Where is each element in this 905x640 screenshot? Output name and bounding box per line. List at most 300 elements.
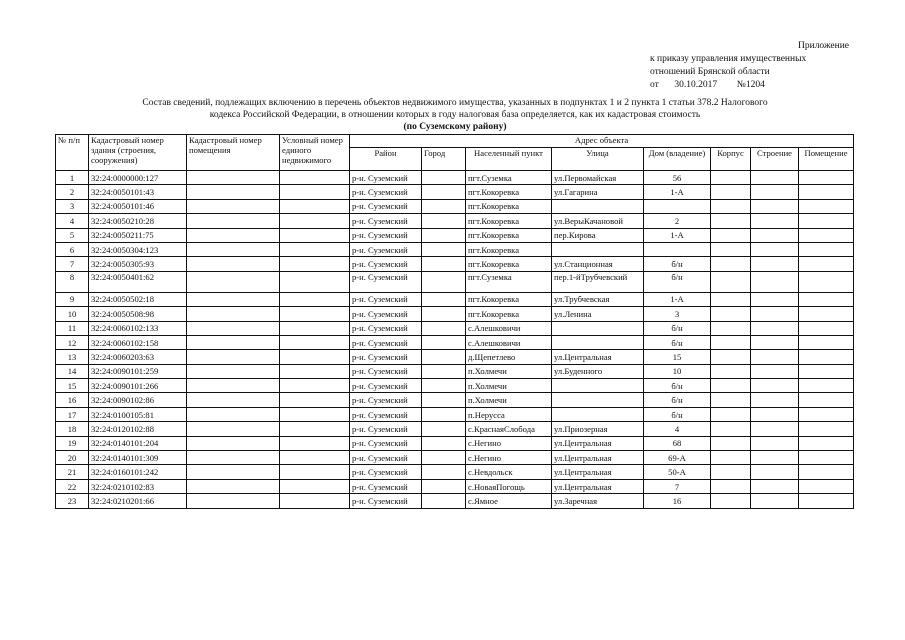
row-num-cell: 3: [56, 199, 89, 213]
street-cell: пер.1-йТрубчевский: [552, 271, 644, 292]
city-cell: [422, 451, 466, 465]
table-row: [56, 379, 854, 393]
building-cell: [751, 364, 799, 378]
conditional-number-cell: [280, 257, 350, 271]
building-cell: [751, 257, 799, 271]
street-cell: ул.Гагарина: [552, 185, 644, 199]
building-cell: [751, 171, 799, 185]
header-cond-num: Условный номер единого недвижимого: [280, 135, 350, 171]
conditional-number-cell: [280, 364, 350, 378]
header-room: Помещение: [799, 148, 854, 171]
conditional-number-cell: [280, 335, 350, 349]
room-cadastral-number-cell: [187, 479, 280, 493]
building-cell: [751, 379, 799, 393]
house-cell: 10: [644, 364, 711, 378]
city-cell: [422, 350, 466, 364]
room-cadastral-number-cell: [187, 451, 280, 465]
settlement-cell: пгт.Суземка: [466, 271, 552, 292]
district-cell: р-н. Суземский: [350, 335, 422, 349]
table-row: [56, 465, 854, 479]
city-cell: [422, 321, 466, 335]
room-cadastral-number-cell: [187, 379, 280, 393]
settlement-cell: с.Алешковичи: [466, 335, 552, 349]
house-cell: б/н: [644, 379, 711, 393]
table-row: [56, 307, 854, 321]
table-row: [56, 271, 854, 292]
settlement-cell: с.Негино: [466, 451, 552, 465]
building-cell: [751, 185, 799, 199]
header-city: Город: [422, 148, 466, 171]
room-cadastral-number-cell: [187, 436, 280, 450]
house-cell: 50-А: [644, 465, 711, 479]
korpus-cell: [711, 228, 751, 242]
settlement-cell: пгт.Кокоревка: [466, 214, 552, 228]
room-cadastral-number-cell: [187, 364, 280, 378]
room-cell: [799, 393, 854, 407]
district-cell: р-н. Суземский: [350, 307, 422, 321]
room-cadastral-number-cell: [187, 271, 280, 292]
street-cell: ул.Центральная: [552, 479, 644, 493]
korpus-cell: [711, 451, 751, 465]
city-cell: [422, 199, 466, 213]
conditional-number-cell: [280, 242, 350, 256]
city-cell: [422, 393, 466, 407]
house-cell: [644, 199, 711, 213]
building-cell: [751, 292, 799, 306]
conditional-number-cell: [280, 451, 350, 465]
table-row: [56, 242, 854, 256]
conditional-number-cell: [280, 171, 350, 185]
city-cell: [422, 479, 466, 493]
korpus-cell: [711, 171, 751, 185]
title-subtitle: (по Суземскому району): [403, 122, 507, 132]
conditional-number-cell: [280, 393, 350, 407]
street-cell: ул.Центральная: [552, 350, 644, 364]
room-cell: [799, 321, 854, 335]
street-cell: ул.Центральная: [552, 465, 644, 479]
settlement-cell: п.Холмечи: [466, 379, 552, 393]
row-num-cell: 20: [56, 451, 89, 465]
room-cell: [799, 465, 854, 479]
row-num-cell: 9: [56, 292, 89, 306]
room-cadastral-number-cell: [187, 199, 280, 213]
table-row: [56, 228, 854, 242]
city-cell: [422, 257, 466, 271]
conditional-number-cell: [280, 271, 350, 292]
settlement-cell: пгт.Кокоревка: [466, 185, 552, 199]
row-num-cell: 8: [56, 271, 89, 292]
house-cell: 1-А: [644, 228, 711, 242]
street-cell: [552, 379, 644, 393]
table-row: [56, 335, 854, 349]
room-cadastral-number-cell: [187, 321, 280, 335]
house-cell: б/н: [644, 335, 711, 349]
district-cell: р-н. Суземский: [350, 257, 422, 271]
street-cell: ул.Станционная: [552, 257, 644, 271]
district-cell: р-н. Суземский: [350, 350, 422, 364]
cadastral-number-cell: 32:24:0090101:259: [89, 364, 187, 378]
appendix-date-line: [650, 79, 849, 92]
row-num-cell: 23: [56, 494, 89, 508]
building-cell: [751, 407, 799, 421]
cadastral-number-cell: 32:24:0160101:242: [89, 465, 187, 479]
house-cell: 16: [644, 494, 711, 508]
header-district: Район: [350, 148, 422, 171]
row-num-cell: 22: [56, 479, 89, 493]
conditional-number-cell: [280, 307, 350, 321]
city-cell: [422, 214, 466, 228]
settlement-cell: с.НоваяПогощь: [466, 479, 552, 493]
cadastral-number-cell: 32:24:0140101:204: [89, 436, 187, 450]
settlement-cell: п.Нерусса: [466, 407, 552, 421]
row-num-cell: 15: [56, 379, 89, 393]
settlement-cell: пгт.Кокоревка: [466, 292, 552, 306]
room-cell: [799, 257, 854, 271]
korpus-cell: [711, 335, 751, 349]
settlement-cell: пгт.Кокоревка: [466, 199, 552, 213]
room-cell: [799, 494, 854, 508]
building-cell: [751, 242, 799, 256]
room-cell: [799, 407, 854, 421]
house-cell: 2: [644, 214, 711, 228]
settlement-cell: п.Холмечи: [466, 364, 552, 378]
table-row: [56, 257, 854, 271]
row-num-cell: 1: [56, 171, 89, 185]
street-cell: ул.Первомайская: [552, 171, 644, 185]
korpus-cell: [711, 364, 751, 378]
house-cell: 56: [644, 171, 711, 185]
row-num-cell: 6: [56, 242, 89, 256]
row-num-cell: 5: [56, 228, 89, 242]
header-street: Улица: [552, 148, 644, 171]
street-cell: ул.Центральная: [552, 436, 644, 450]
city-cell: [422, 228, 466, 242]
city-cell: [422, 379, 466, 393]
building-cell: [751, 307, 799, 321]
table-row: [56, 185, 854, 199]
room-cadastral-number-cell: [187, 393, 280, 407]
street-cell: [552, 335, 644, 349]
cadastral-number-cell: 32:24:0060102:158: [89, 335, 187, 349]
korpus-cell: [711, 350, 751, 364]
room-cell: [799, 379, 854, 393]
header-korpus: Корпус: [711, 148, 751, 171]
building-cell: [751, 214, 799, 228]
conditional-number-cell: [280, 292, 350, 306]
cadastral-number-cell: 32:24:0050305:93: [89, 257, 187, 271]
room-cadastral-number-cell: [187, 228, 280, 242]
korpus-cell: [711, 465, 751, 479]
district-cell: р-н. Суземский: [350, 494, 422, 508]
house-cell: [644, 242, 711, 256]
date-prefix: от: [650, 80, 659, 90]
cadastral-number-cell: 32:24:0050502:18: [89, 292, 187, 306]
district-cell: р-н. Суземский: [350, 242, 422, 256]
street-cell: [552, 321, 644, 335]
settlement-cell: п.Холмечи: [466, 393, 552, 407]
korpus-cell: [711, 479, 751, 493]
cadastral-number-cell: 32:24:0050101:46: [89, 199, 187, 213]
appendix-block: [650, 40, 849, 92]
building-cell: [751, 335, 799, 349]
room-cell: [799, 451, 854, 465]
row-num-cell: 18: [56, 422, 89, 436]
document-title: [60, 97, 850, 133]
table-row: [56, 350, 854, 364]
row-num-cell: 13: [56, 350, 89, 364]
korpus-cell: [711, 214, 751, 228]
settlement-cell: с.Негино: [466, 436, 552, 450]
building-cell: [751, 271, 799, 292]
house-cell: 69-А: [644, 451, 711, 465]
settlement-cell: пгт.Кокоревка: [466, 307, 552, 321]
district-cell: р-н. Суземский: [350, 393, 422, 407]
row-num-cell: 4: [56, 214, 89, 228]
korpus-cell: [711, 199, 751, 213]
appendix-line-2: отношений Брянской области: [650, 67, 770, 77]
house-cell: б/н: [644, 407, 711, 421]
cadastral-number-cell: 32:24:0140101:309: [89, 451, 187, 465]
korpus-cell: [711, 379, 751, 393]
room-cell: [799, 335, 854, 349]
room-cell: [799, 242, 854, 256]
row-num-cell: 16: [56, 393, 89, 407]
cadastral-number-cell: 32:24:0050401:62: [89, 271, 187, 292]
city-cell: [422, 422, 466, 436]
title-line-2: кодекса Российской Федерации, в отношении которых в году налоговая база определяется, как их кадастровая стоимость: [209, 110, 701, 120]
room-cell: [799, 171, 854, 185]
conditional-number-cell: [280, 465, 350, 479]
district-cell: р-н. Суземский: [350, 199, 422, 213]
table-row: [56, 171, 854, 185]
city-cell: [422, 407, 466, 421]
header-cad-building: Кадастровый номер здания (строения, сооружения): [89, 135, 187, 171]
table-row: [56, 494, 854, 508]
row-num-cell: 19: [56, 436, 89, 450]
house-cell: 1-А: [644, 292, 711, 306]
conditional-number-cell: [280, 350, 350, 364]
city-cell: [422, 364, 466, 378]
city-cell: [422, 271, 466, 292]
conditional-number-cell: [280, 422, 350, 436]
building-cell: [751, 350, 799, 364]
house-cell: б/н: [644, 321, 711, 335]
room-cadastral-number-cell: [187, 494, 280, 508]
settlement-cell: пгт.Кокоревка: [466, 242, 552, 256]
room-cell: [799, 479, 854, 493]
building-cell: [751, 228, 799, 242]
room-cell: [799, 185, 854, 199]
cadastral-number-cell: 32:24:0060102:133: [89, 321, 187, 335]
header-house: Дом (владение): [644, 148, 711, 171]
building-cell: [751, 321, 799, 335]
room-cell: [799, 271, 854, 292]
conditional-number-cell: [280, 379, 350, 393]
appendix-label: Приложение: [798, 41, 849, 51]
korpus-cell: [711, 393, 751, 407]
row-num-cell: 10: [56, 307, 89, 321]
street-cell: ул.Трубчевская: [552, 292, 644, 306]
cadastral-number-cell: 32:24:0000000:127: [89, 171, 187, 185]
settlement-cell: пгт.Кокоревка: [466, 228, 552, 242]
korpus-cell: [711, 307, 751, 321]
room-cell: [799, 436, 854, 450]
building-cell: [751, 436, 799, 450]
room-cadastral-number-cell: [187, 422, 280, 436]
building-cell: [751, 199, 799, 213]
settlement-cell: пгт.Кокоревка: [466, 257, 552, 271]
row-num-cell: 2: [56, 185, 89, 199]
cadastral-number-cell: 32:24:0060203:63: [89, 350, 187, 364]
room-cadastral-number-cell: [187, 257, 280, 271]
row-num-cell: 12: [56, 335, 89, 349]
district-cell: р-н. Суземский: [350, 422, 422, 436]
table-row: [56, 214, 854, 228]
district-cell: р-н. Суземский: [350, 292, 422, 306]
cadastral-number-cell: 32:24:0050101:43: [89, 185, 187, 199]
room-cadastral-number-cell: [187, 335, 280, 349]
room-cadastral-number-cell: [187, 242, 280, 256]
district-cell: р-н. Суземский: [350, 171, 422, 185]
district-cell: р-н. Суземский: [350, 271, 422, 292]
house-cell: 15: [644, 350, 711, 364]
order-number: №1204: [736, 80, 765, 90]
house-cell: б/н: [644, 393, 711, 407]
building-cell: [751, 451, 799, 465]
city-cell: [422, 436, 466, 450]
table-row: [56, 422, 854, 436]
city-cell: [422, 171, 466, 185]
row-num-cell: 14: [56, 364, 89, 378]
korpus-cell: [711, 494, 751, 508]
street-cell: [552, 407, 644, 421]
korpus-cell: [711, 185, 751, 199]
room-cell: [799, 364, 854, 378]
house-cell: 4: [644, 422, 711, 436]
order-date: 30.10.2017: [674, 80, 718, 90]
building-cell: [751, 494, 799, 508]
table-row: [56, 451, 854, 465]
table-row: [56, 393, 854, 407]
settlement-cell: д.Щепетлево: [466, 350, 552, 364]
house-cell: 3: [644, 307, 711, 321]
conditional-number-cell: [280, 185, 350, 199]
table-row: [56, 407, 854, 421]
korpus-cell: [711, 407, 751, 421]
room-cadastral-number-cell: [187, 171, 280, 185]
room-cadastral-number-cell: [187, 214, 280, 228]
conditional-number-cell: [280, 494, 350, 508]
room-cadastral-number-cell: [187, 185, 280, 199]
room-cell: [799, 214, 854, 228]
table-row: [56, 479, 854, 493]
room-cadastral-number-cell: [187, 292, 280, 306]
conditional-number-cell: [280, 199, 350, 213]
korpus-cell: [711, 242, 751, 256]
house-cell: 68: [644, 436, 711, 450]
appendix-line-1: к приказу управления имущественных: [650, 54, 807, 64]
street-cell: пер.Кирова: [552, 228, 644, 242]
korpus-cell: [711, 422, 751, 436]
building-cell: [751, 393, 799, 407]
cadastral-number-cell: 32:24:0050508:98: [89, 307, 187, 321]
room-cell: [799, 228, 854, 242]
cadastral-number-cell: 32:24:0050304:123: [89, 242, 187, 256]
district-cell: р-н. Суземский: [350, 436, 422, 450]
cadastral-number-cell: 32:24:0050211:75: [89, 228, 187, 242]
house-cell: б/н: [644, 271, 711, 292]
header-settlement: Населенный пункт: [466, 148, 552, 171]
room-cadastral-number-cell: [187, 307, 280, 321]
district-cell: р-н. Суземский: [350, 214, 422, 228]
city-cell: [422, 465, 466, 479]
district-cell: р-н. Суземский: [350, 364, 422, 378]
district-cell: р-н. Суземский: [350, 321, 422, 335]
cadastral-number-cell: 32:24:0210102:83: [89, 479, 187, 493]
room-cadastral-number-cell: [187, 350, 280, 364]
korpus-cell: [711, 321, 751, 335]
settlement-cell: с.Ямное: [466, 494, 552, 508]
korpus-cell: [711, 257, 751, 271]
street-cell: ул.Буденного: [552, 364, 644, 378]
table-row: [56, 199, 854, 213]
cadastral-number-cell: 32:24:0120102:88: [89, 422, 187, 436]
conditional-number-cell: [280, 228, 350, 242]
house-cell: 7: [644, 479, 711, 493]
room-cell: [799, 350, 854, 364]
cadastral-number-cell: 32:24:0090102:86: [89, 393, 187, 407]
header-cad-room: Кадастровый номер помещения: [187, 135, 280, 171]
header-num: № п/п: [56, 135, 89, 171]
district-cell: р-н. Суземский: [350, 379, 422, 393]
table-row: [56, 321, 854, 335]
cadastral-number-cell: 32:24:0210201:66: [89, 494, 187, 508]
building-cell: [751, 479, 799, 493]
row-num-cell: 17: [56, 407, 89, 421]
row-num-cell: 21: [56, 465, 89, 479]
district-cell: р-н. Суземский: [350, 185, 422, 199]
conditional-number-cell: [280, 436, 350, 450]
header-building: Строение: [751, 148, 799, 171]
room-cadastral-number-cell: [187, 465, 280, 479]
street-cell: ул.ВерыКачановой: [552, 214, 644, 228]
property-table: [55, 134, 854, 509]
row-num-cell: 11: [56, 321, 89, 335]
table-body: [56, 171, 854, 509]
room-cell: [799, 292, 854, 306]
conditional-number-cell: [280, 407, 350, 421]
cadastral-number-cell: 32:24:0090101:266: [89, 379, 187, 393]
district-cell: р-н. Суземский: [350, 228, 422, 242]
district-cell: р-н. Суземский: [350, 451, 422, 465]
street-cell: ул.Приозерная: [552, 422, 644, 436]
korpus-cell: [711, 436, 751, 450]
header-address: Адрес объекта: [350, 135, 854, 148]
building-cell: [751, 422, 799, 436]
room-cadastral-number-cell: [187, 407, 280, 421]
korpus-cell: [711, 271, 751, 292]
settlement-cell: с.Алешковичи: [466, 321, 552, 335]
district-cell: р-н. Суземский: [350, 465, 422, 479]
city-cell: [422, 185, 466, 199]
korpus-cell: [711, 292, 751, 306]
table-row: [56, 436, 854, 450]
street-cell: [552, 199, 644, 213]
city-cell: [422, 335, 466, 349]
room-cell: [799, 199, 854, 213]
table-row: [56, 364, 854, 378]
street-cell: [552, 242, 644, 256]
